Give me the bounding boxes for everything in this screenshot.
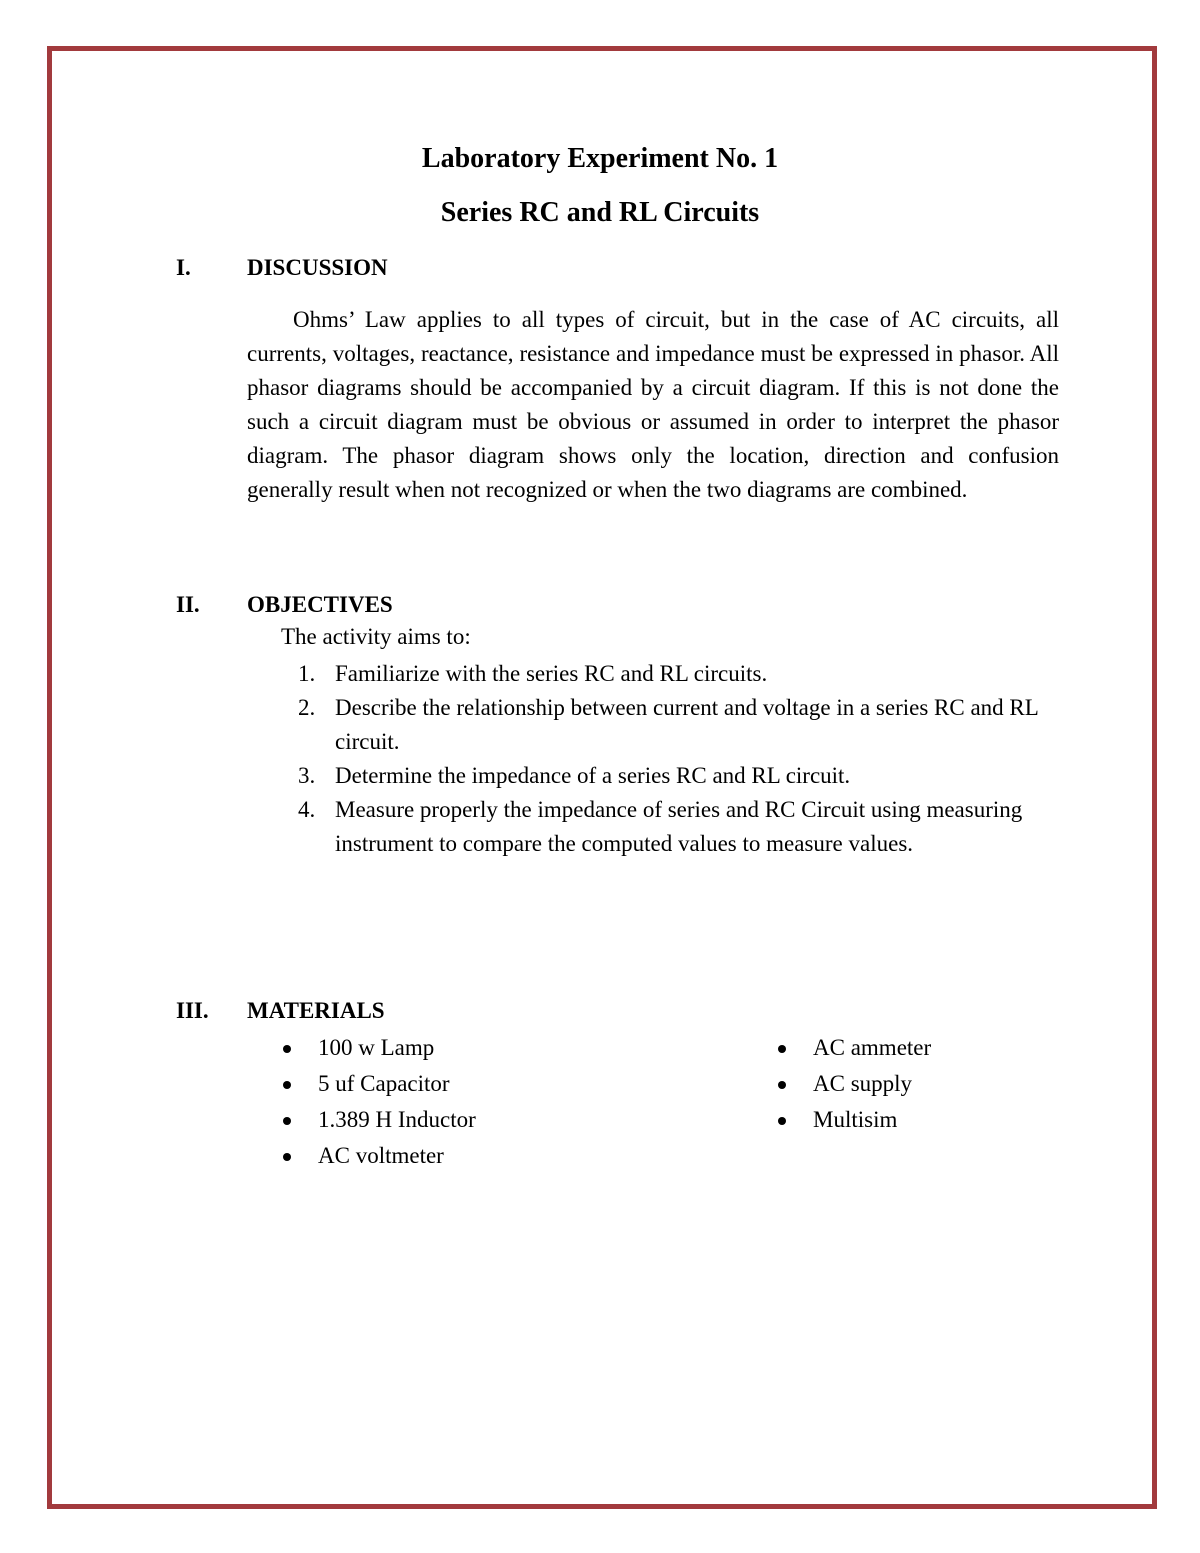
bullet-icon	[778, 1117, 786, 1125]
objective-number: 4.	[298, 797, 316, 822]
objective-item	[298, 793, 1058, 861]
materials-list-right	[778, 1030, 931, 1138]
bullet-icon	[778, 1045, 786, 1053]
material-item	[283, 1066, 476, 1102]
material-label: 5 uf Capacitor	[318, 1071, 450, 1096]
section-number-objectives: II.	[176, 592, 200, 617]
objective-number: 3.	[298, 763, 316, 788]
objective-item	[298, 759, 1058, 793]
objective-text: Measure properly the impedance of series and RC Circuit using measuring instrument to compare the computed values to measure values.	[335, 797, 1023, 856]
bullet-icon	[283, 1117, 291, 1125]
bullet-icon	[283, 1081, 291, 1089]
materials-list-left	[283, 1030, 476, 1174]
material-item	[283, 1030, 476, 1066]
material-item	[778, 1066, 931, 1102]
material-item	[283, 1102, 476, 1138]
document-title: Laboratory Experiment No. 1	[421, 143, 779, 174]
objectives-list	[298, 657, 1058, 861]
material-item	[283, 1138, 476, 1174]
section-heading-objectives: OBJECTIVES	[247, 592, 393, 617]
section-heading-materials: MATERIALS	[247, 998, 385, 1023]
bullet-icon	[283, 1045, 291, 1053]
material-label: AC voltmeter	[318, 1143, 444, 1168]
material-label: AC supply	[813, 1071, 913, 1096]
objective-text: Determine the impedance of a series RC and RL circuit.	[335, 763, 851, 788]
material-label: 100 w Lamp	[318, 1035, 435, 1060]
bullet-icon	[778, 1081, 786, 1089]
material-item	[778, 1102, 931, 1138]
objective-text: Familiarize with the series RC and RL circuits.	[335, 661, 768, 686]
discussion-paragraph: Ohms’ Law applies to all types of circuit, but in the case of AC circuits, all currents, voltages, reactance, resistance and impedance must be expressed in phasor. All phasor diagrams should be accompanied by a circuit diagram. If this is not done the such a circuit diagram must be obvious or assumed in order to interpret the phasor diagram. The phasor diagram shows only the location, direction and confusion generally result when not recognized or when the two diagrams are combined.	[247, 307, 1059, 502]
material-label: AC ammeter	[813, 1035, 932, 1060]
objective-number: 2.	[298, 695, 316, 720]
objective-item	[298, 657, 1058, 691]
objective-item	[298, 691, 1058, 759]
section-number-discussion: I.	[176, 255, 191, 280]
objectives-intro: The activity aims to:	[281, 624, 471, 649]
objective-number: 1.	[298, 661, 316, 686]
document-subtitle: Series RC and RL Circuits	[440, 197, 760, 228]
section-heading-discussion: DISCUSSION	[247, 255, 388, 280]
material-item	[778, 1030, 931, 1066]
objective-text: Describe the relationship between current and voltage in a series RC and RL circuit.	[335, 695, 1038, 754]
material-label: 1.389 H Inductor	[318, 1107, 476, 1132]
bullet-icon	[283, 1153, 291, 1161]
section-number-materials: III.	[176, 998, 209, 1023]
material-label: Multisim	[813, 1107, 898, 1132]
